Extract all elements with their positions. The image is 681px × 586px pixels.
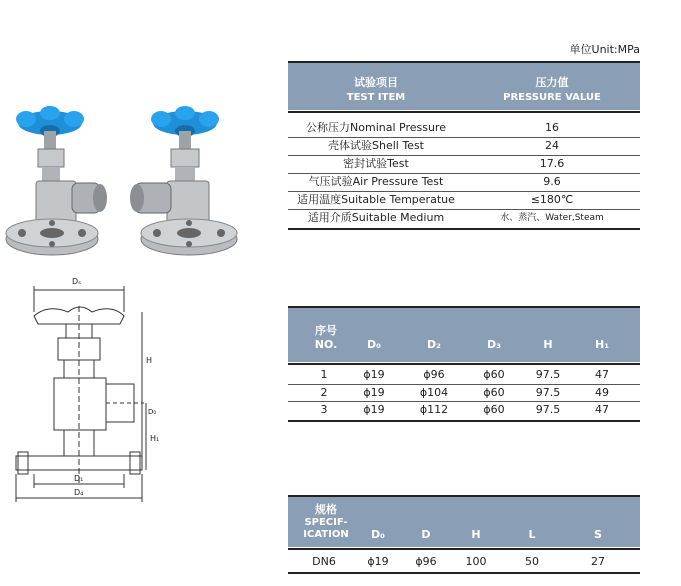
unit-label: 单位Unit:MPa <box>569 43 640 56</box>
drawing-label-h1: H₁ <box>150 434 160 443</box>
test-table-bottom-rule <box>288 228 640 230</box>
table-row: 3 ϕ19 ϕ112 ϕ60 97.5 47 <box>320 403 609 416</box>
header-pressure-cn: 压力值 <box>535 76 569 89</box>
drawing-label-ds: Dₛ <box>72 277 82 286</box>
table-row: 密封试验Test 17.6 <box>343 157 565 170</box>
table-row: 2 ϕ19 ϕ104 ϕ60 97.5 49 <box>320 386 609 399</box>
table-row: DN6 ϕ19 ϕ96 100 50 27 <box>312 555 605 568</box>
test-table-header-rule <box>288 111 640 113</box>
drawing-label-d4: D₄ <box>74 488 84 497</box>
header-pressure-en: PRESSURE VALUE <box>503 92 601 103</box>
table-row: 壳体试验Shell Test 24 <box>328 139 559 152</box>
drawing-label-h: H <box>146 356 153 365</box>
table-row: 适用温度Suitable Temperatue ≤180℃ <box>297 193 574 206</box>
table-row: 适用介质Suitable Medium 水、蒸汽、Water,Steam <box>307 211 604 224</box>
table-row: 公称压力Nominal Pressure 16 <box>306 121 559 134</box>
test-table-header <box>288 63 640 110</box>
valve-photo-left <box>0 95 130 265</box>
table-row: 1 ϕ19 ϕ96 ϕ60 97.5 47 <box>320 368 609 381</box>
spec-table-header: 规格 SPECIF- ICATION D₀ D H L S <box>288 497 640 547</box>
header-test-item-en: TEST ITEM <box>346 92 406 103</box>
dim-table-header: 序号 NO. D₀ D₂ D₃ H H₁ <box>288 308 640 362</box>
valve-photo-right <box>125 95 260 265</box>
spec-table-bottom-rule <box>288 572 640 574</box>
table-row: 气压试验Air Pressure Test 9.6 <box>308 175 561 188</box>
drawing-label-d1: D₁ <box>74 474 84 483</box>
technical-drawing <box>8 276 168 508</box>
dim-table-bottom-rule <box>288 420 640 422</box>
drawing-label-d0: D₀ <box>148 408 157 416</box>
header-test-item-cn: 试验项目 <box>354 76 398 89</box>
